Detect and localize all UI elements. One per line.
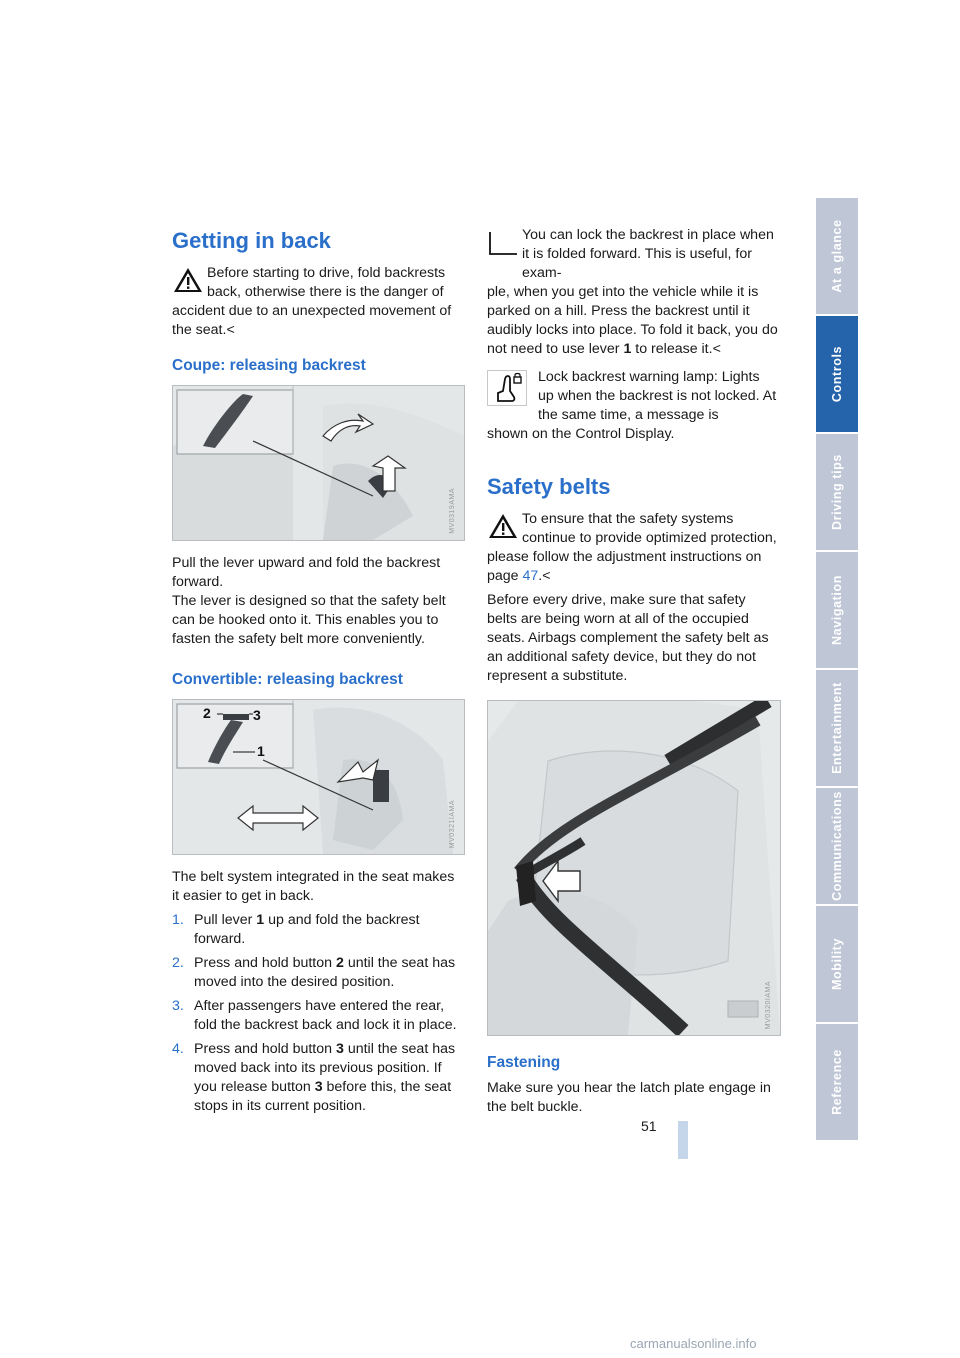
tab-entertainment[interactable] (816, 670, 858, 788)
step-3 (172, 997, 464, 1035)
step-text: up and fold the backrest forward. (194, 912, 420, 947)
warning-note-safety-systems (487, 510, 779, 586)
tab-label: At a glance (830, 219, 844, 293)
heading-fastening: Fastening (487, 1054, 561, 1071)
right-column (487, 226, 779, 1117)
convertible-intro: The belt system integrated in the seat makes it easier to get in back. (172, 869, 455, 904)
warning-note-backrests (172, 264, 464, 340)
lock-lever-ref: 1 (623, 341, 632, 357)
step-2 (172, 954, 464, 992)
left-column (172, 226, 464, 1121)
safety-belt-seat-illustration (487, 700, 781, 1036)
warning-text-2: accident due to an unexpected movement of the seat. (172, 303, 452, 338)
note-triangle-icon (487, 228, 519, 256)
end-mark: < (542, 568, 551, 584)
end-mark: < (712, 341, 721, 357)
page-number: 51 (641, 1118, 657, 1134)
tab-reference[interactable] (816, 1024, 858, 1142)
callout-2: 2 (203, 705, 211, 721)
figure-code: MV0319AMA (449, 488, 456, 534)
tab-label: Navigation (830, 575, 844, 645)
coupe-paragraph-1: Pull the lever upward and fold the backrest forward. (172, 555, 441, 590)
tab-label: Driving tips (830, 454, 844, 530)
steps-list (172, 911, 464, 1116)
coupe-backrest-lever-illustration (172, 385, 465, 541)
heading-safety-belts: Safety belts (487, 474, 611, 499)
step-text: Press and hold button (194, 1041, 336, 1057)
tab-navigation[interactable] (816, 552, 858, 670)
note-lock-backrest (487, 226, 779, 359)
seat-lock-lamp-icon (487, 370, 527, 406)
heading-coupe-releasing-backrest: Coupe: releasing backrest (172, 357, 366, 374)
tab-label: Controls (830, 345, 844, 403)
tab-mobility[interactable] (816, 906, 858, 1024)
step-number: 4. (172, 1041, 184, 1057)
callout-1: 1 (257, 743, 265, 759)
safety-belts-paragraph: Before every drive, make sure that safety belts are being worn at all of the occupied seats. Airbags complement the safety belt as an additional safety device, but they do not represent a substitute. (487, 592, 769, 684)
step-text: until the seat has moved into the desired position. (194, 955, 456, 990)
lock-text-1: You can lock the backrest in place when it is folded forward. This is useful, for exam- (522, 227, 774, 281)
step-ref: 3 (314, 1079, 323, 1095)
step-1 (172, 911, 464, 949)
tab-label: Mobility (830, 937, 844, 991)
step-ref: 1 (256, 912, 265, 928)
lock-text-2: ple, when you get into the vehicle while it is parked on a hill. Press the backrest until it audibly locks into place. To fold it back, you do not need to use lever (487, 284, 778, 357)
step-text: Press and hold button (194, 955, 336, 971)
callout-3: 3 (253, 707, 261, 723)
watermark: carmanualsonline.info (630, 1336, 757, 1351)
step-ref: 3 (335, 1041, 344, 1057)
lock-backrest-warning-lamp (487, 368, 779, 444)
end-mark: < (226, 322, 235, 338)
step-ref: 2 (335, 955, 344, 971)
step-text: until the seat has moved back into its previous position. If you release button (194, 1041, 456, 1095)
warning-triangle-icon (172, 266, 204, 294)
warning-text-1: Before starting to drive, fold backrests back, otherwise there is the danger of (207, 265, 446, 300)
tab-communications[interactable] (816, 788, 858, 906)
heading-getting-in-back: Getting in back (172, 228, 331, 253)
figure-code: MV0321IAMA (449, 799, 456, 848)
tab-label: Communications (830, 791, 844, 901)
lamp-text-2: shown on the Control Display. (487, 426, 675, 442)
tab-label: Reference (830, 1049, 844, 1115)
step-number: 2. (172, 955, 184, 971)
step-number: 1. (172, 912, 184, 928)
step-4 (172, 1040, 464, 1116)
coupe-paragraph-2: The lever is designed so that the safety belt can be hooked onto it. This enables you to fasten the safety belt more conveniently. (172, 593, 446, 647)
step-text: After passengers have entered the rear, fold the backrest back and lock it in place. (194, 998, 457, 1033)
tab-at-a-glance[interactable] (816, 198, 858, 316)
warning-triangle-icon (487, 512, 519, 540)
step-text: Pull lever (194, 912, 257, 928)
warning-text-1: To ensure that the safety systems continue to provide optimized protection, (522, 511, 777, 546)
fastening-paragraph: Make sure you hear the latch plate engage in the belt buckle. (487, 1080, 771, 1115)
step-number: 3. (172, 998, 184, 1014)
warning-text-3: . (538, 568, 543, 584)
tab-controls[interactable] (816, 316, 858, 434)
tab-driving-tips[interactable] (816, 434, 858, 552)
lamp-text-1: Lock backrest warning lamp: Lights up when the backrest is not locked. At the same time, a message is (538, 369, 777, 423)
heading-convertible-releasing-backrest: Convertible: releasing backrest (172, 671, 403, 688)
chapter-tabs (816, 198, 858, 1142)
page-marker-bar (678, 1121, 688, 1159)
lock-text-3: to release it. (631, 341, 713, 357)
figure-code: MV0320IAMA (765, 980, 772, 1029)
step-text: before this, the seat stops in its current position. (194, 1079, 452, 1114)
page-reference-link[interactable]: 47 (522, 568, 539, 584)
tab-label: Entertainment (830, 682, 844, 774)
convertible-backrest-buttons-illustration (172, 699, 465, 855)
warning-text-2: please follow the adjustment instructions on page (487, 549, 762, 584)
